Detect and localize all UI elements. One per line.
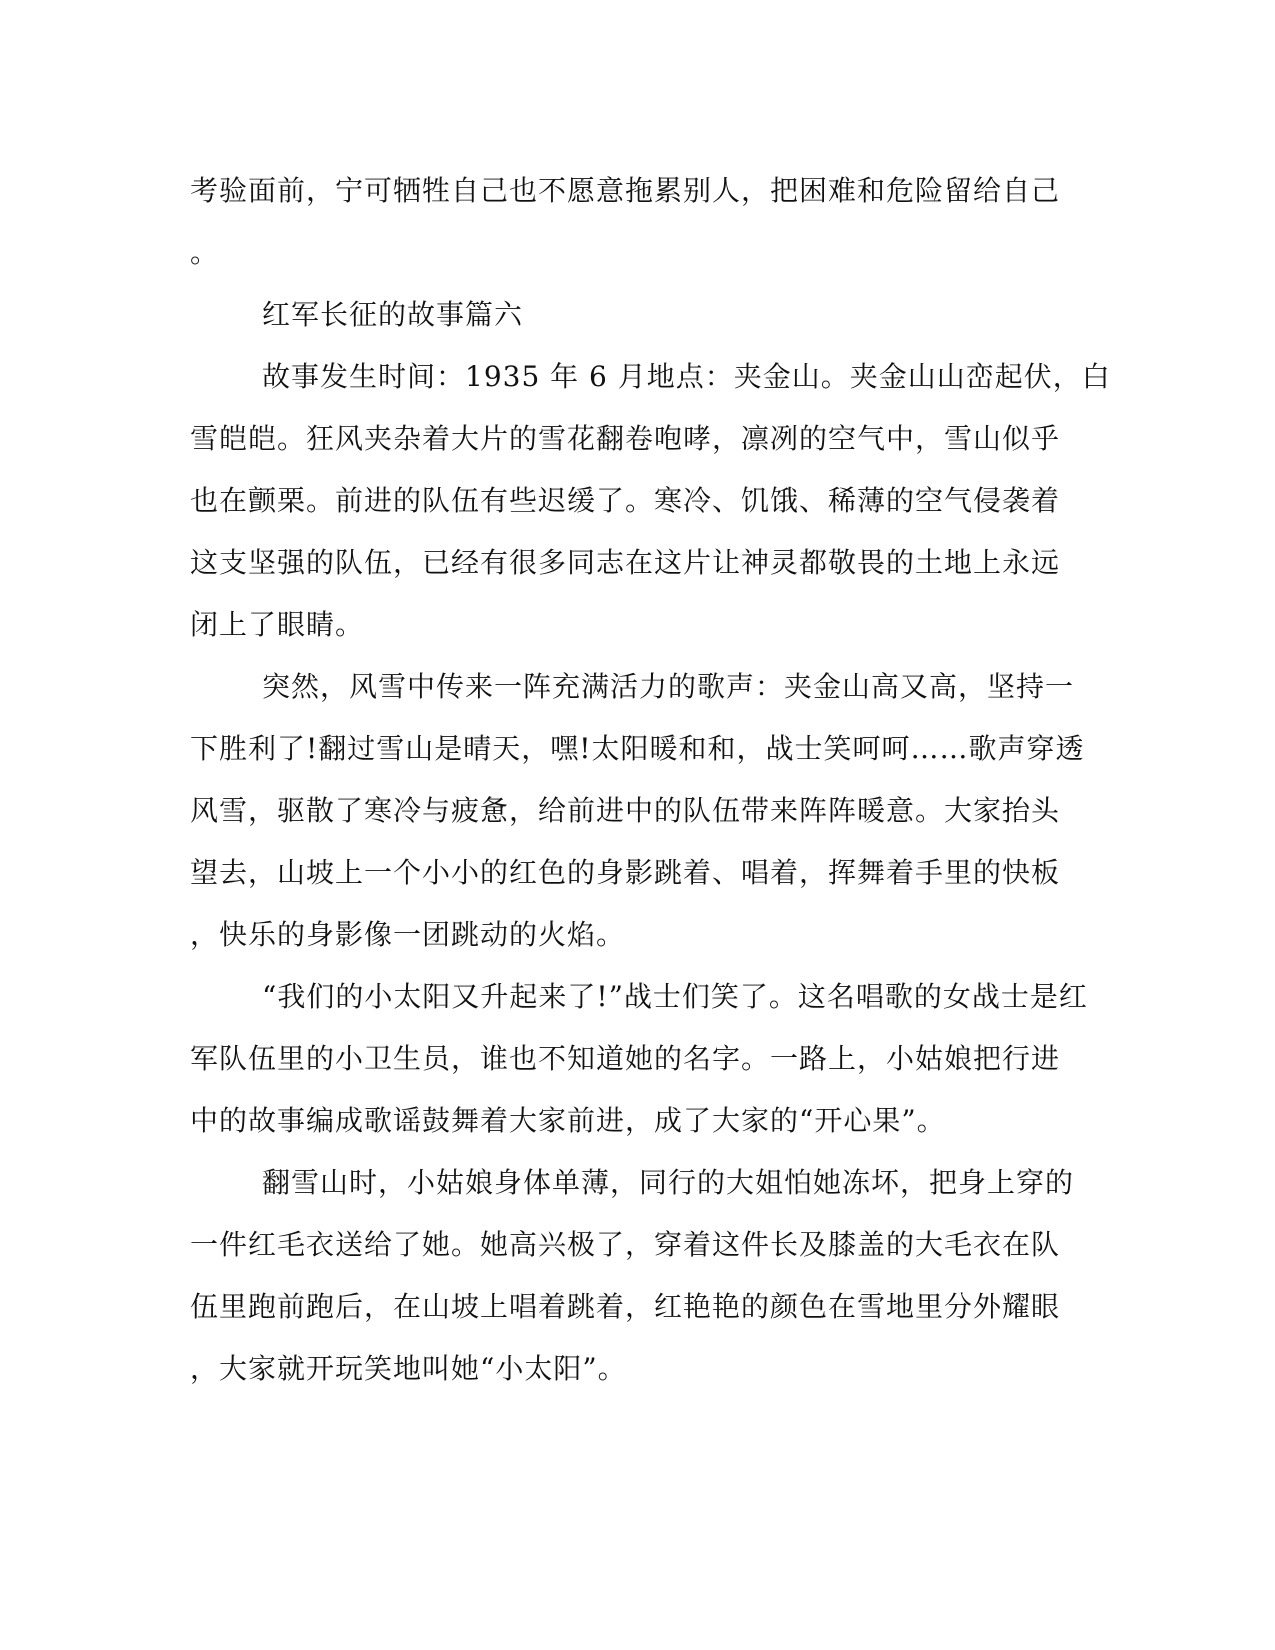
paragraph-first-line: 故事发生时间：1935 年 6 月地点：夹金山。夹金山山峦起伏，白 <box>262 360 1111 393</box>
text-line: 这支坚强的队伍，已经有很多同志在这片让神灵都敬畏的土地上永远 <box>190 546 1061 579</box>
paragraph-first-line: “我们的小太阳又升起来了!”战士们笑了。这名唱歌的女战士是红 <box>262 980 1088 1013</box>
text-line: 考验面前，宁可牺牲自己也不愿意拖累别人，把困难和危险留给自己 <box>190 174 1061 207</box>
text-line: 一件红毛衣送给了她。她高兴极了，穿着这件长及膝盖的大毛衣在队 <box>190 1228 1061 1261</box>
document-body <box>190 160 1111 1400</box>
paragraph-first-line: 突然，风雪中传来一阵充满活力的歌声：夹金山高又高，坚持一 <box>262 670 1075 703</box>
text-line: 下胜利了!翻过雪山是晴天，嘿!太阳暖和和，战士笑呵呵……歌声穿透 <box>190 732 1085 765</box>
text-line: 。 <box>190 236 220 269</box>
text-line: 雪皑皑。狂风夹杂着大片的雪花翻卷咆哮，凛冽的空气中，雪山似乎 <box>190 422 1061 455</box>
text-line: ，快乐的身影像一团跳动的火焰。 <box>190 918 626 951</box>
text-line: 闭上了眼睛。 <box>190 608 365 641</box>
text-line: 也在颤栗。前进的队伍有些迟缓了。寒冷、饥饿、稀薄的空气侵袭着 <box>190 484 1061 517</box>
text-line: 中的故事编成歌谣鼓舞着大家前进，成了大家的“开心果”。 <box>190 1104 946 1137</box>
text-line: ，大家就开玩笑地叫她“小太阳”。 <box>190 1352 627 1385</box>
paragraph-first-line: 翻雪山时，小姑娘身体单薄，同行的大姐怕她冻坏，把身上穿的 <box>262 1166 1075 1199</box>
text-line: 伍里跑前跑后，在山坡上唱着跳着，红艳艳的颜色在雪地里分外耀眼 <box>190 1290 1061 1323</box>
text-line: 望去，山坡上一个小小的红色的身影跳着、唱着，挥舞着手里的快板 <box>190 856 1061 889</box>
text-line: 风雪，驱散了寒冷与疲惫，给前进中的队伍带来阵阵暖意。大家抬头 <box>190 794 1061 827</box>
section-heading: 红军长征的故事篇六 <box>262 298 524 331</box>
text-line: 军队伍里的小卫生员，谁也不知道她的名字。一路上，小姑娘把行进 <box>190 1042 1061 1075</box>
